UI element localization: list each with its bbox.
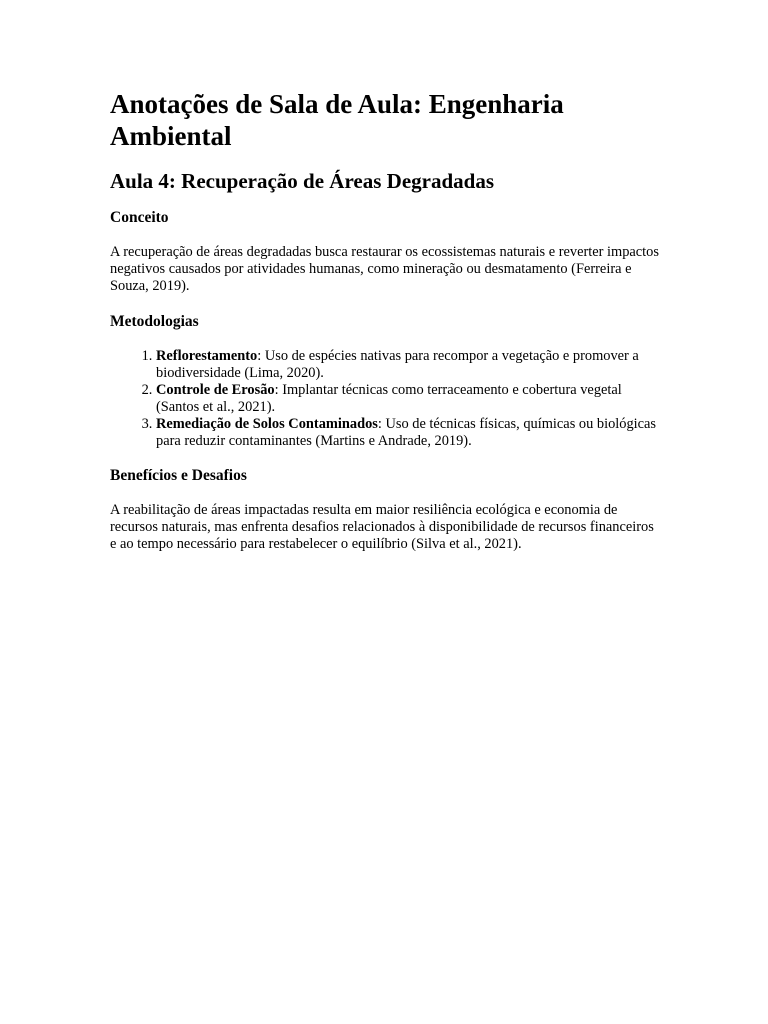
- list-item-description: : Uso de técnicas físicas, químicas ou biológicas para reduzir contaminantes (Martins e Andrade, 2019).: [156, 416, 657, 449]
- list-item-term: Reflorestamento: [156, 348, 258, 364]
- document-title: Anotações de Sala de Aula: Engenharia Ambiental: [110, 89, 564, 151]
- section-text-conceito: A recuperação de áreas degradadas busca restaurar os ecossistemas naturais e reverter impactos negativos causados por atividades humanas, como mineração ou desmatamento (Ferreira e Souza, 2019).: [110, 244, 659, 294]
- list-item-description: : Implantar técnicas como terraceamento e cobertura vegetal (Santos et al., 2021).: [156, 382, 622, 415]
- list-item-term: Controle de Erosão: [156, 382, 275, 398]
- methodology-list: [110, 348, 662, 450]
- section-heading-beneficios: Benefícios e Desafios: [110, 467, 247, 484]
- section-heading-metodologias: Metodologias: [110, 313, 199, 330]
- section-heading-conceito: Conceito: [110, 209, 169, 226]
- list-item: [156, 382, 662, 416]
- list-item: [156, 416, 662, 450]
- lesson-title: Aula 4: Recuperação de Áreas Degradadas: [110, 169, 494, 193]
- document-page: [110, 88, 662, 570]
- list-item-term: Remediação de Solos Contaminados: [156, 416, 378, 432]
- list-item: [156, 348, 662, 382]
- list-item-description: : Uso de espécies nativas para recompor a vegetação e promover a biodiversidade (Lima, 2020).: [156, 348, 639, 381]
- section-text-beneficios: A reabilitação de áreas impactadas resulta em maior resiliência ecológica e economia de recursos naturais, mas enfrenta desafios relacionados à disponibilidade de recursos financeiros e ao tempo necessário para restabelecer o equilíbrio (Silva et al., 2021).: [110, 502, 654, 552]
